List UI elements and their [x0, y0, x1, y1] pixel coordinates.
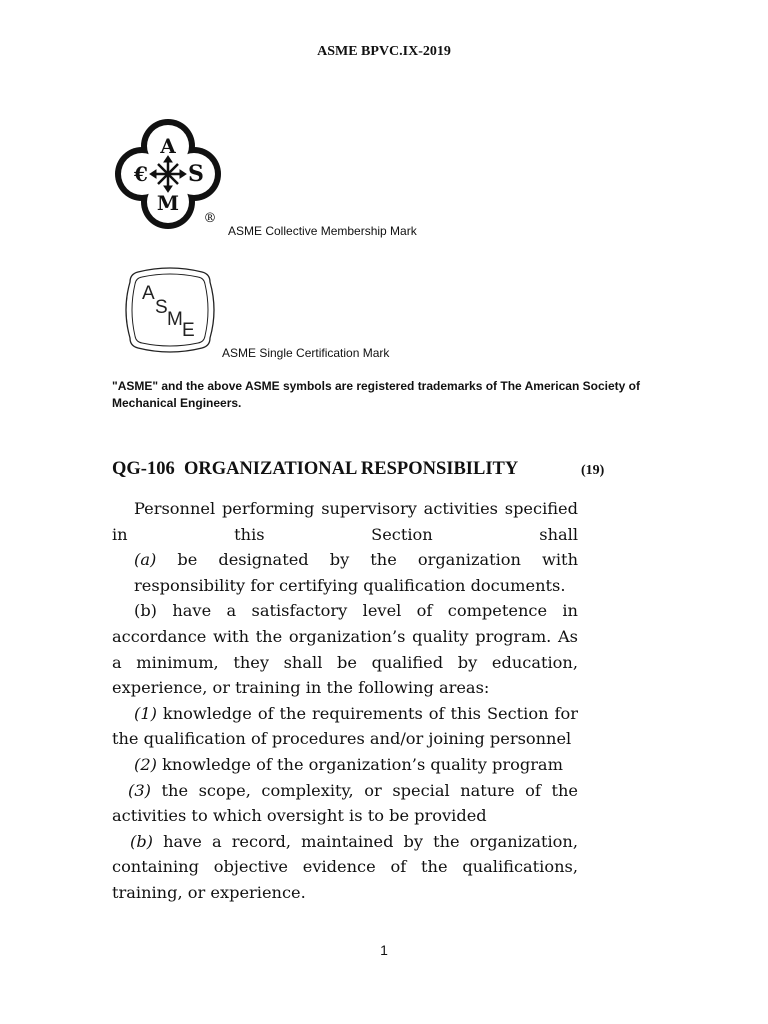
certification-letter-a: A — [142, 283, 155, 304]
item-text: knowledge of the organization’s quality program — [156, 754, 563, 774]
item-text: have a satisfactory level of competence in accordance with the organization’s quality program. As a minimum, they shall be qualified by education, experience, or training in the following areas: — [112, 601, 578, 698]
list-item — [112, 829, 578, 906]
list-item — [112, 778, 578, 829]
item-text: have a record, maintained by the organization, containing objective evidence of the qualifications, training, or experience. — [112, 831, 578, 902]
certification-letter-m: M — [167, 309, 183, 330]
asme-membership-mark-logo — [112, 116, 224, 232]
item-label: (2) — [134, 754, 157, 774]
membership-mark-caption: ASME Collective Membership Mark — [228, 224, 417, 238]
page-number: 1 — [380, 942, 388, 958]
item-label: (3) — [128, 780, 151, 800]
item-label: (b) — [130, 831, 153, 851]
list-item — [112, 701, 578, 752]
section-heading: QG-106 ORGANIZATIONAL RESPONSIBILITY — [112, 459, 519, 479]
page-header: ASME BPVC.IX-2019 — [317, 44, 451, 59]
item-text: knowledge of the requirements of this Section for the qualification of procedures and/or joining personnel — [112, 703, 578, 749]
item-label: (a) — [134, 550, 157, 570]
item-label: (b) — [134, 601, 157, 621]
membership-letter-s: S — [188, 161, 204, 187]
list-item — [112, 598, 578, 700]
certification-mark-caption: ASME Single Certification Mark — [222, 346, 390, 360]
intro-paragraph: Personnel performing supervisory activities specified in this Section shall — [112, 499, 578, 544]
revision-tag: (19) — [581, 463, 605, 478]
certification-letter-s: S — [155, 297, 168, 318]
registered-mark: ® — [203, 211, 217, 226]
membership-letter-e: € — [134, 162, 148, 186]
membership-letter-m: M — [156, 191, 180, 215]
certification-letter-e: E — [182, 320, 195, 341]
list-item — [112, 547, 578, 598]
item-text: be designated by the organization with responsibility for certifying qualification documents. — [134, 550, 578, 595]
asme-certification-mark-logo — [124, 266, 216, 354]
item-text: the scope, complexity, or special nature of the activities to which oversight is to be provided — [112, 780, 578, 826]
item-label: (1) — [134, 703, 157, 723]
membership-letter-a: A — [160, 134, 176, 158]
list-item — [112, 752, 578, 778]
section-body — [112, 496, 578, 906]
trademark-notice: "ASME" and the above ASME symbols are registered trademarks of The American Society of Mechanical Engineers. — [112, 379, 640, 410]
